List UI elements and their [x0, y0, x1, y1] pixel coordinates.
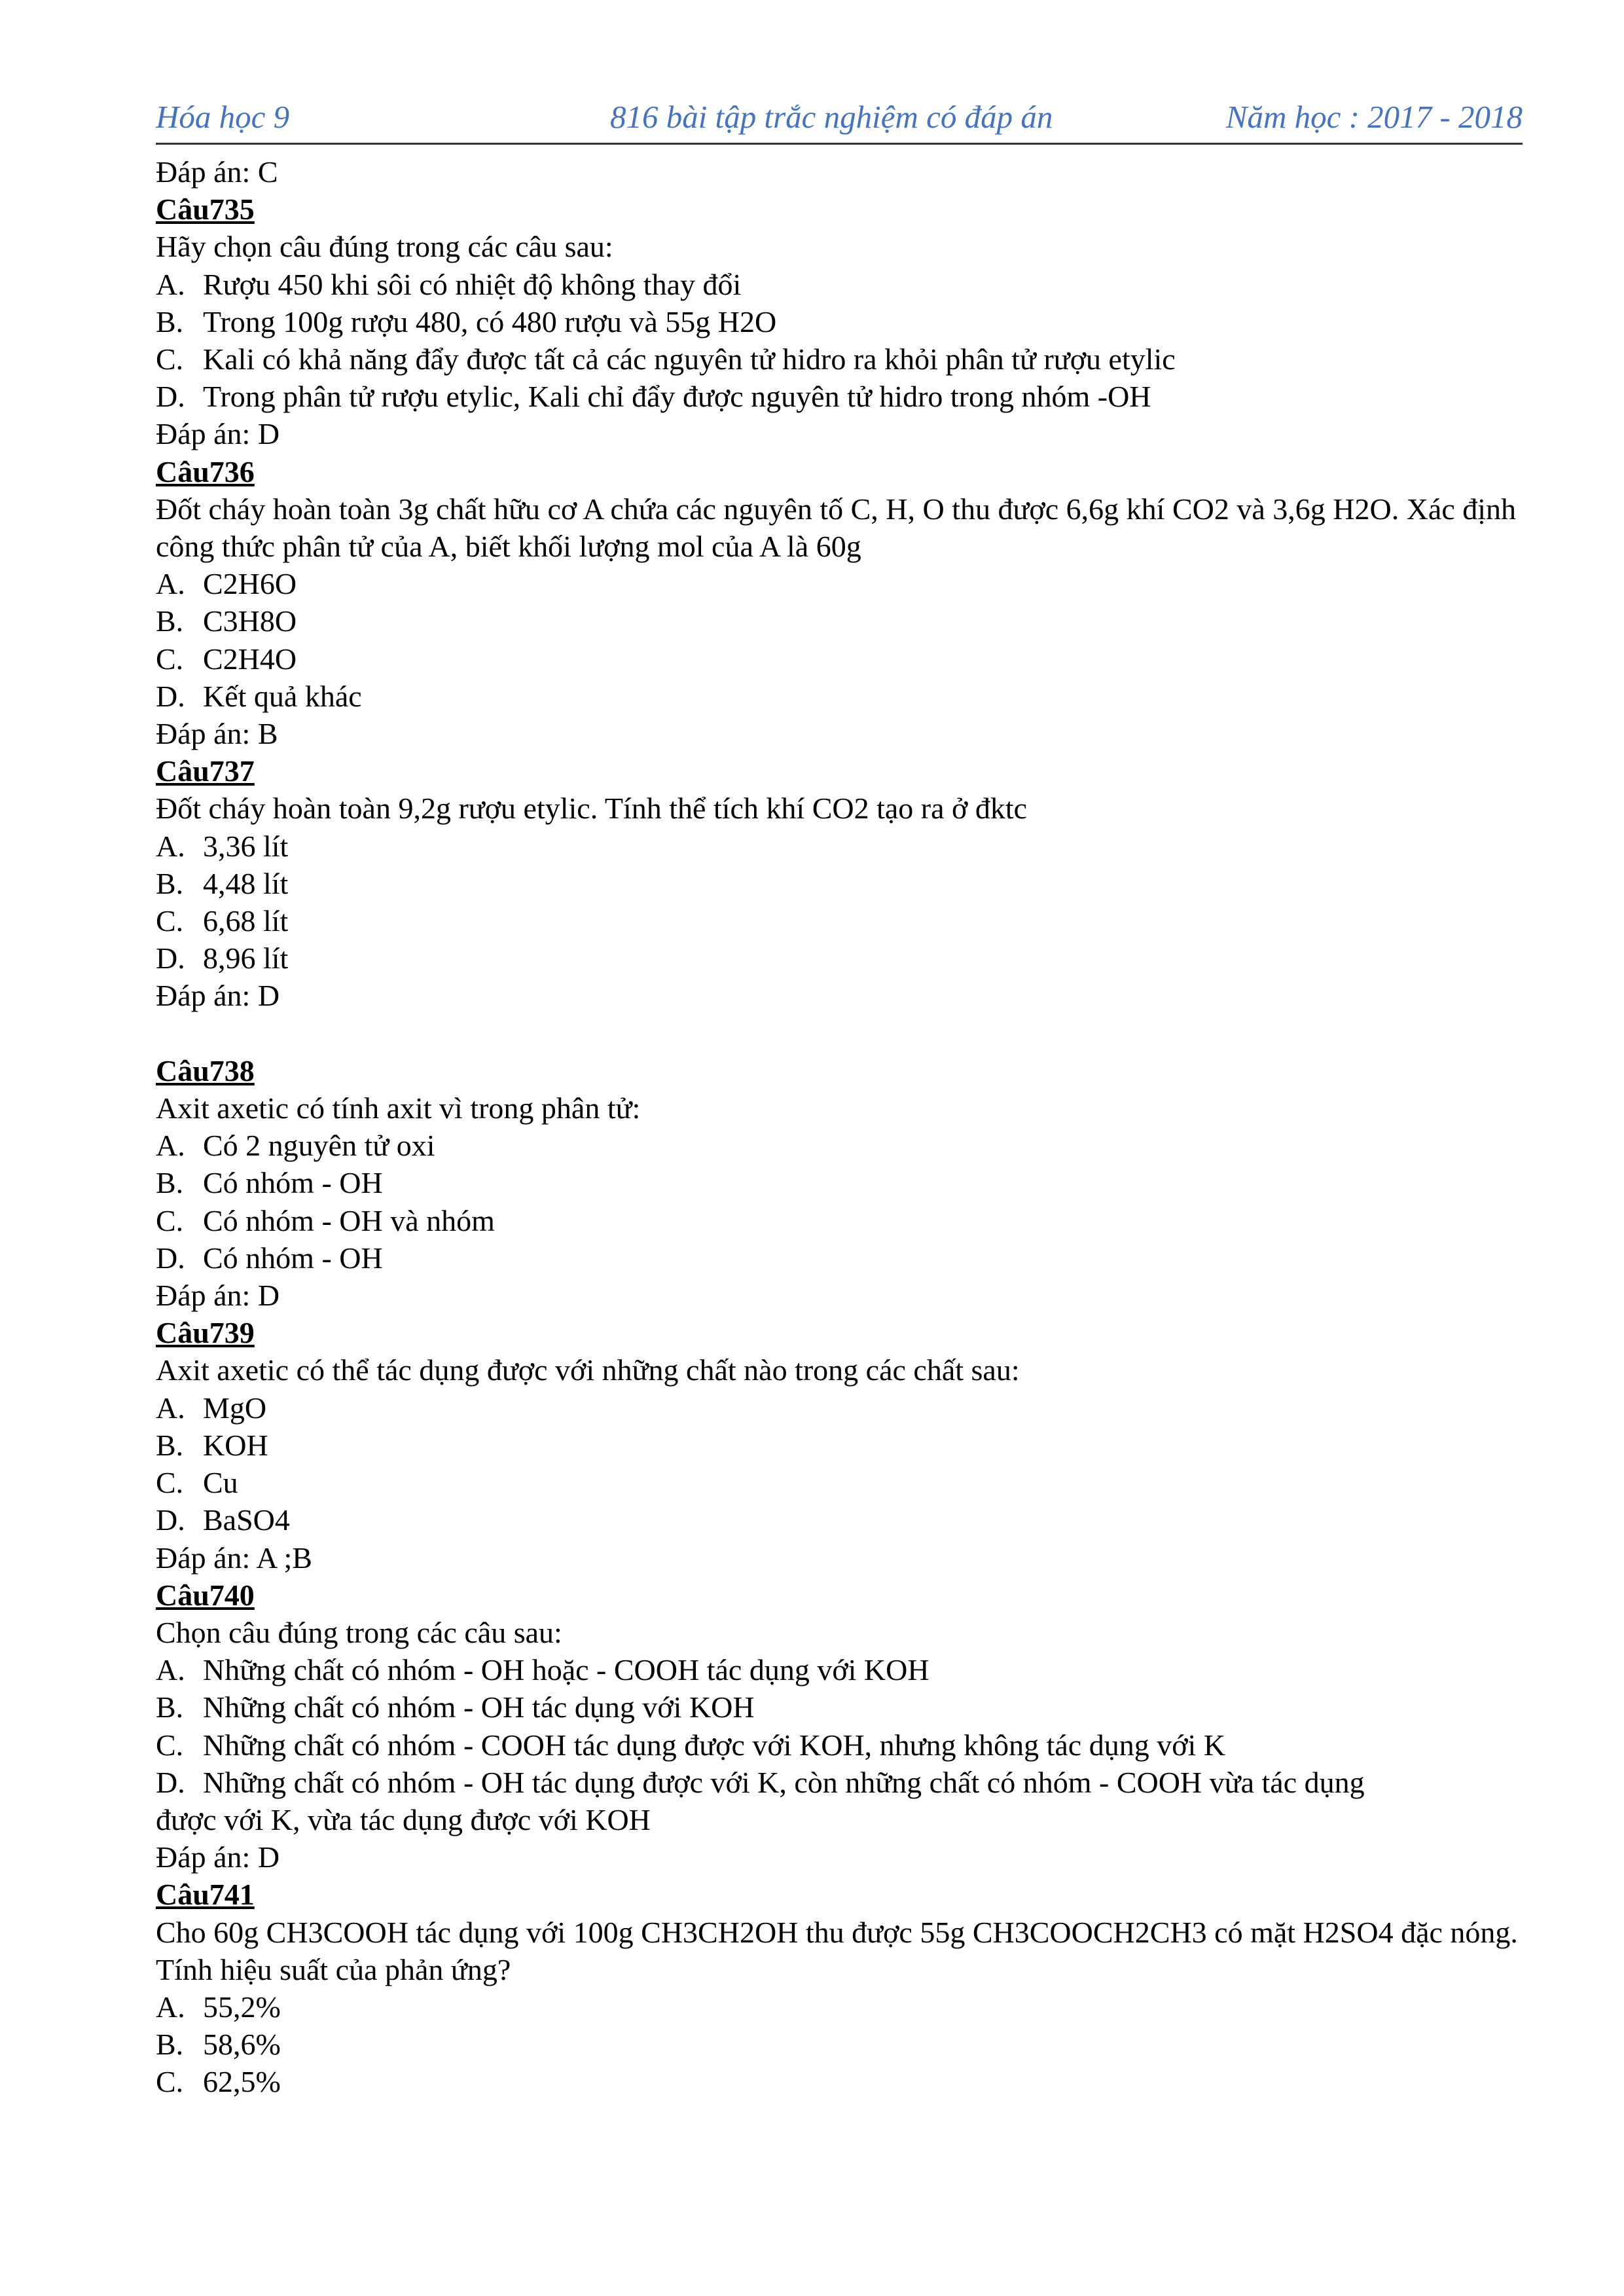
option-b — [156, 1427, 1523, 1464]
option-letter: B. — [156, 304, 184, 338]
option-d — [156, 1501, 1523, 1539]
option-a — [156, 1389, 1523, 1427]
option-a — [156, 1988, 1523, 2026]
option-d — [156, 378, 1523, 415]
question-title: Câu738 — [156, 1053, 255, 1087]
answer: Đáp án: A ;B — [156, 1540, 312, 1575]
question-title: Câu739 — [156, 1316, 255, 1350]
option-letter: A. — [156, 1391, 185, 1425]
option-letter: A. — [156, 567, 185, 601]
question-title: Câu736 — [156, 454, 255, 488]
option-text: 4,48 lít — [203, 866, 289, 900]
question-title: Câu741 — [156, 1878, 255, 1912]
option-text: C3H8O — [203, 604, 297, 638]
option-b — [156, 1688, 1523, 1726]
option-a — [156, 266, 1523, 303]
page-header — [156, 97, 1523, 145]
option-letter: C. — [156, 1466, 184, 1500]
option-letter: D. — [156, 1503, 185, 1537]
question-735 — [156, 191, 1523, 452]
option-text: BaSO4 — [203, 1503, 290, 1537]
option-text: C2H6O — [203, 567, 297, 601]
option-text: 58,6% — [203, 2028, 281, 2062]
header-subject: Hóa học 9 — [156, 99, 290, 135]
option-b — [156, 1164, 1523, 1201]
previous-answer: Đáp án: C — [156, 155, 278, 189]
option-text: Những chất có nhóm - COOH tác dụng được với KOH, nhưng không tác dụng với K — [203, 1728, 1226, 1762]
option-text: Có nhóm - OH — [203, 1166, 383, 1200]
option-text: 6,68 lít — [203, 904, 289, 938]
option-c — [156, 640, 1523, 678]
option-d — [156, 1764, 1523, 1801]
option-letter: D. — [156, 1765, 185, 1799]
option-c — [156, 2063, 1523, 2100]
question-title: Câu735 — [156, 192, 255, 227]
option-text: MgO — [203, 1391, 267, 1425]
question-741 — [156, 1876, 1523, 2100]
option-letter: D. — [156, 1241, 185, 1275]
option-text: Cu — [203, 1466, 238, 1500]
option-letter: D. — [156, 679, 185, 713]
document-body — [156, 153, 1523, 2101]
option-letter: D. — [156, 941, 185, 975]
option-b — [156, 602, 1523, 640]
option-letter: D. — [156, 380, 185, 414]
option-text: 3,36 lít — [203, 829, 289, 863]
option-text: KOH — [203, 1428, 268, 1462]
option-letter: B. — [156, 604, 184, 638]
option-letter: A. — [156, 1990, 185, 2024]
option-letter: C. — [156, 2065, 184, 2099]
option-text: Trong 100g rượu 480, có 480 rượu và 55g H2O — [203, 304, 777, 338]
answer: Đáp án: D — [156, 1840, 280, 1874]
header-title: 816 bài tập trắc nghiệm có đáp án — [610, 99, 1053, 135]
question-text: Axit axetic có thể tác dụng được với những chất nào trong các chất sau: — [156, 1353, 1020, 1387]
option-a — [156, 1651, 1523, 1688]
option-letter: C. — [156, 904, 184, 938]
option-letter: A. — [156, 1129, 185, 1163]
option-text: Những chất có nhóm - OH tác dụng được với K, còn những chất có nhóm - COOH vừa tác dụng — [203, 1765, 1365, 1799]
option-text: Những chất có nhóm - OH hoặc - COOH tác dụng với KOH — [203, 1653, 929, 1687]
option-text: Rượu 450 khi sôi có nhiệt độ không thay đổi — [203, 267, 742, 301]
option-text: C2H4O — [203, 642, 297, 676]
option-a — [156, 565, 1523, 602]
option-letter: C. — [156, 342, 184, 376]
question-text: Chọn câu đúng trong các câu sau: — [156, 1615, 562, 1649]
question-738 — [156, 1052, 1523, 1314]
question-title: Câu737 — [156, 754, 255, 788]
option-text: Kali có khả năng đẩy được tất cả các nguyên tử hidro ra khỏi phân tử rượu etylic — [203, 342, 1176, 376]
option-text: Kết quả khác — [203, 679, 362, 713]
option-letter: A. — [156, 267, 185, 301]
option-d — [156, 1239, 1523, 1277]
option-b — [156, 303, 1523, 340]
blank-line — [156, 1015, 1523, 1052]
question-text: Cho 60g CH3COOH tác dụng với 100g CH3CH2OH thu được 55g CH3COOCH2CH3 có mặt H2SO4 đặc nóng. Tính hiệu suất của phản ứng? — [156, 1915, 1518, 1986]
option-c — [156, 902, 1523, 939]
answer: Đáp án: B — [156, 717, 278, 751]
option-a — [156, 1127, 1523, 1164]
option-letter: C. — [156, 1728, 184, 1762]
question-text: Đốt cháy hoàn toàn 3g chất hữu cơ A chứa các nguyên tố C, H, O thu được 6,6g khí CO2 và 3,6g H2O. Xác định công thức phân tử của A, biết khối lượng mol của A là 60g — [156, 492, 1517, 564]
question-737 — [156, 752, 1523, 1014]
option-b — [156, 2026, 1523, 2063]
option-letter: A. — [156, 829, 185, 863]
option-text: 55,2% — [203, 1990, 281, 2024]
option-text: Có nhóm - OH — [203, 1241, 383, 1275]
option-letter: B. — [156, 1690, 184, 1724]
question-title: Câu740 — [156, 1578, 255, 1612]
question-text: Đốt cháy hoàn toàn 9,2g rượu etylic. Tính thể tích khí CO2 tạo ra ở đktc — [156, 792, 1028, 826]
question-740 — [156, 1576, 1523, 1876]
option-c — [156, 1202, 1523, 1239]
option-text: 8,96 lít — [203, 941, 289, 975]
option-c — [156, 1726, 1523, 1764]
option-letter: B. — [156, 1166, 184, 1200]
option-b — [156, 865, 1523, 902]
option-letter: B. — [156, 866, 184, 900]
question-736 — [156, 453, 1523, 753]
option-c — [156, 340, 1523, 378]
option-text: Có 2 nguyên tử oxi — [203, 1129, 435, 1163]
question-739 — [156, 1314, 1523, 1576]
question-text: Hãy chọn câu đúng trong các câu sau: — [156, 230, 613, 264]
option-text: 62,5% — [203, 2065, 281, 2099]
option-letter: A. — [156, 1653, 185, 1687]
answer: Đáp án: D — [156, 979, 280, 1013]
option-d — [156, 678, 1523, 715]
option-letter: B. — [156, 1428, 184, 1462]
option-letter: C. — [156, 1203, 184, 1237]
option-a — [156, 828, 1523, 865]
option-d — [156, 939, 1523, 977]
option-text: Có nhóm - OH và nhóm — [203, 1203, 495, 1237]
header-school-year: Năm học : 2017 - 2018 — [1225, 99, 1523, 135]
question-text: Axit axetic có tính axit vì trong phân tử: — [156, 1091, 641, 1125]
option-text: Trong phân tử rượu etylic, Kali chỉ đẩy được nguyên tử hidro trong nhóm -OH — [203, 380, 1151, 414]
option-c — [156, 1464, 1523, 1501]
option-letter: B. — [156, 2028, 184, 2062]
answer: Đáp án: D — [156, 417, 280, 451]
option-text: Những chất có nhóm - OH tác dụng với KOH — [203, 1690, 755, 1724]
option-d-continuation: được với K, vừa tác dụng được với KOH — [156, 1802, 651, 1836]
answer: Đáp án: D — [156, 1279, 280, 1313]
option-letter: C. — [156, 642, 184, 676]
